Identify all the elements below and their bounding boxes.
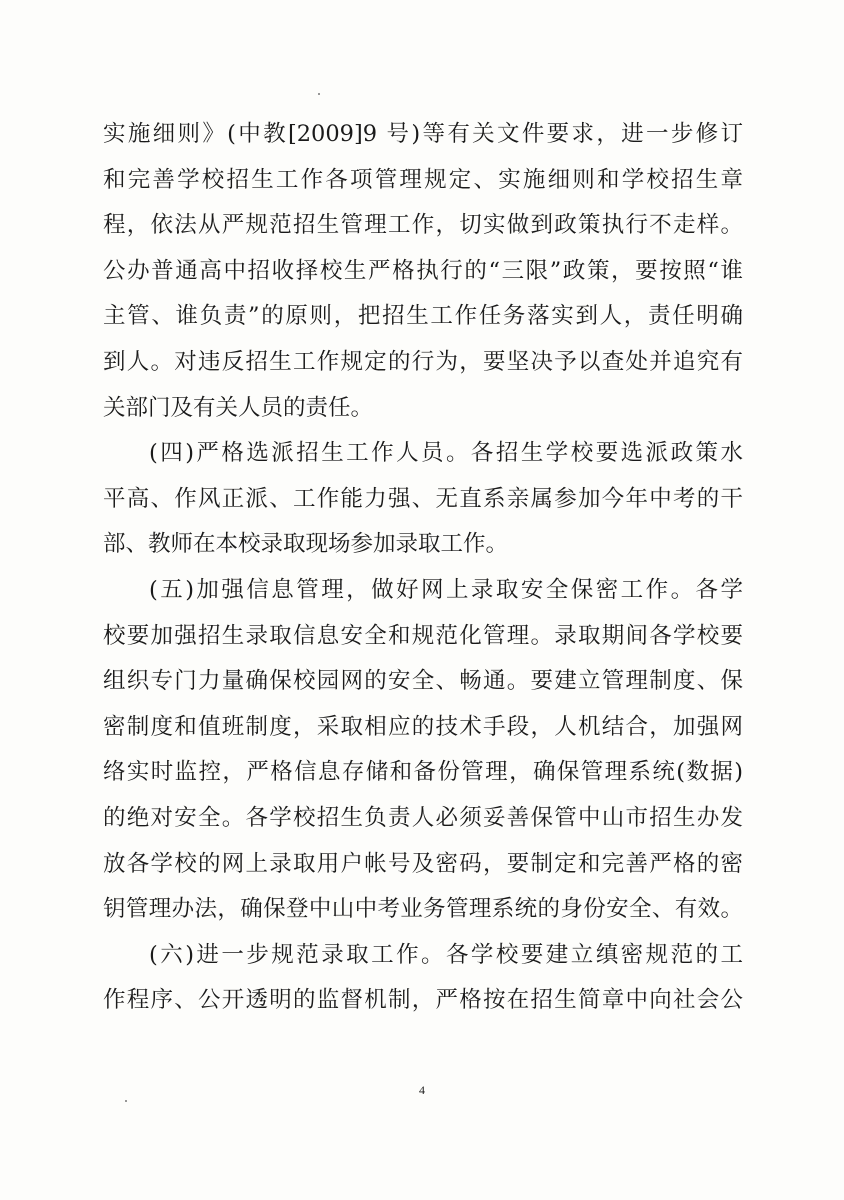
text-line: 的绝对安全。各学校招生负责人必须妥善保管中山市招生办发: [103, 804, 743, 831]
text-line: (六)进一步规范录取工作。各学校要建立缜密规范的工: [149, 941, 743, 968]
text-line: (四)严格选派招生工作人员。各招生学校要选派政策水: [149, 440, 743, 467]
text-line: 主管、谁负责”的原则，把招生工作任务落实到人，责任明确: [103, 303, 743, 330]
text-line: 程，依法从严规范招生管理工作，切实做到政策执行不走样。: [103, 212, 743, 239]
text-line: 络实时监控，严格信息存储和备份管理，确保管理系统(数据): [103, 759, 743, 786]
text-line: 到人。对违反招生工作规定的行为，要坚决予以查处并追究有: [103, 348, 743, 375]
scan-speck: [125, 1100, 127, 1102]
text-line: 作程序、公开透明的监督机制，严格按在招生简章中向社会公: [103, 987, 743, 1014]
text-line: 关部门及有关人员的责任。: [103, 394, 374, 421]
text-line: 校要加强招生录取信息安全和规范化管理。录取期间各学校要: [103, 622, 743, 649]
text-line: 放各学校的网上录取用户帐号及密码，要制定和完善严格的密: [103, 850, 743, 877]
text-line: 实施细则》(中教[2009]9 号)等有关文件要求，进一步修订: [103, 121, 743, 147]
text-line: 公办普通高中招收择校生严格执行的“三限”政策，要按照“谁: [103, 257, 743, 284]
body-text: [103, 112, 743, 1024]
page-number: 4: [419, 1083, 425, 1097]
text-line: 和完善学校招生工作各项管理规定、实施细则和学校招生章: [103, 166, 743, 193]
text-line: 密制度和值班制度，采取相应的技术手段，人机结合，加强网: [103, 713, 743, 740]
text-line: (五)加强信息管理，做好网上录取安全保密工作。各学: [149, 576, 743, 603]
text-line: 平高、作风正派、工作能力强、无直系亲属参加今年中考的干: [103, 485, 743, 512]
text-line: 部、教师在本校录取现场参加录取工作。: [103, 531, 509, 558]
text-line: 组织专门力量确保校园网的安全、畅通。要建立管理制度、保: [103, 668, 743, 695]
text-line: 钥管理办法，确保登中山中考业务管理系统的身份安全、有效。: [103, 896, 743, 923]
scan-speck: [318, 93, 320, 95]
